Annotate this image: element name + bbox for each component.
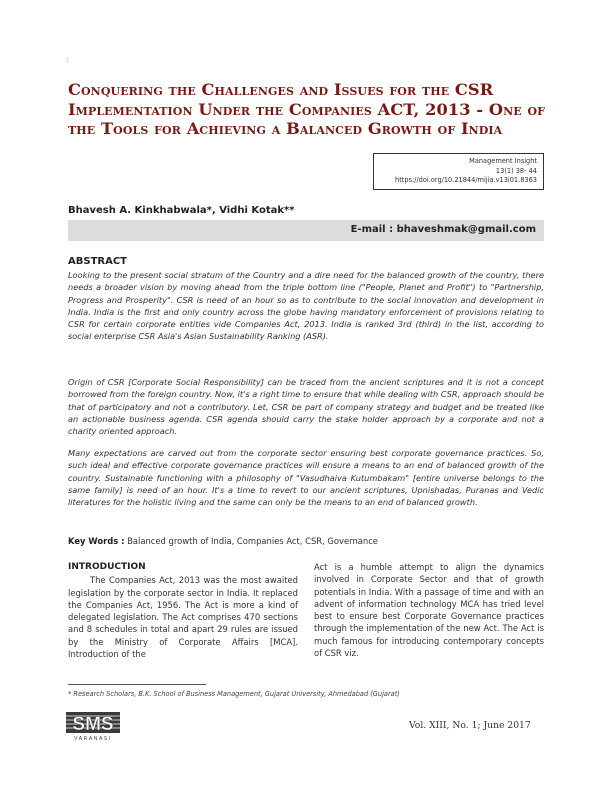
keywords-value: Balanced growth of India, Companies Act, CSR, Governance <box>127 536 378 546</box>
footnote-rule <box>68 684 206 685</box>
journal-name: Management Insight <box>469 157 537 165</box>
keywords-label: Key Words : <box>68 536 125 546</box>
email-address[interactable]: bhaveshmak@gmail.com <box>396 224 536 235</box>
keywords <box>68 536 544 546</box>
abstract-paragraph: Looking to the present social stratum of the Country and a dire need for the balanced growth of the country, there needs a broader vision by moving ahead from the triple bottom line ("People, Planet and Profit") to "Partnership, Progress and Prosperity". CSR is need of an hour so as to contribute to the social innovation and development in India. India is the first and only country across the globe having mandatory enforcement of provisions relating to CSR for certain corporate entities vide Companies Act, 2013. India is ranked 3rd (third) in the list, according to social enterprise CSR Asia's Asian Sustainability Ranking (ASR). <box>68 270 544 342</box>
journal-doi[interactable]: https://doi.org/10.21844/mijia.v13i01.8363 <box>395 176 537 185</box>
page-mark: : <box>66 56 69 64</box>
logo-text: SMS <box>72 714 114 735</box>
footer-volume-info: Vol. XIII, No. 1; June 2017 <box>409 720 531 731</box>
intro-column-left <box>68 561 298 660</box>
footnote: * Research Scholars, B.K. School of Business Management, Gujarat University, Ahmedabad (Gujarat) <box>68 690 400 698</box>
introduction-heading: INTRODUCTION <box>68 562 146 572</box>
journal-issue: 13(1) 38- 44 <box>495 166 537 175</box>
email-bar <box>68 220 544 241</box>
intro-text-right: Act is a humble attempt to align the dynamics involved in Corporate Sector and that of growth potentials in India. With a passage of time and with an advent of information technology MCA has tried level best to ensure best Corporate Governance practices through the implementation of the new Act. The Act is much famous for introducing contemporary concepts of CSR viz. <box>314 562 544 659</box>
authors-line: Bhavesh A. Kinkhabwala*, Vidhi Kotak** <box>68 205 295 216</box>
logo-subtext: VARANASI <box>74 736 112 742</box>
intro-column-right <box>314 561 544 659</box>
email-label: E-mail : <box>350 224 394 235</box>
sms-logo <box>66 712 120 742</box>
intro-text-left: The Companies Act, 2013 was the most awaited legislation by the corporate sector in India. It replaced the Companies Act, 1956. The Act is more a kind of delegated legislation. The Act comprises 470 sections and 8 schedules in total and apart 29 rules are issued by the Ministry of Corporate Affairs [MCA]. Introduction of the <box>68 575 298 660</box>
journal-info-box <box>373 153 544 190</box>
abstract-heading: ABSTRACT <box>68 256 127 267</box>
paper-title: Conquering the Challenges and Issues for the CSR Implementation Under the Companies ACT, 2013 - One of the Tools for Achieving a Balanced Growth of India <box>68 80 546 138</box>
abstract-paragraph: Many expectations are carved out from the corporate sector ensuring best corporate governance practices. So, such ideal and effective corporate governance practices will ensure a means to an end of balanced growth of the country. Sustainable functioning with a philosophy of "Vasudhaiva Kutumbakam" [entire universe belongs to the same family] is need of an hour. It's a time to revert to our ancient scriptures, Upnishadas, Puranas and Vedic literatures for the holistic living and the same can only be the means to an end of balanced growth. <box>68 448 544 508</box>
abstract-paragraph: Origin of CSR [Corporate Social Responsibility] can be traced from the ancient scriptures and it is not a concept borrowed from the foreign country. Now, it's a right time to ensure that while dealing with CSR, approach should be that of participatory and not a contributory. Let, CSR be part of company strategy and budget and be treated like an actionable business agenda. CSR agenda should carry the stake holder approach by a corporate and not a charity oriented approach. <box>68 377 544 437</box>
